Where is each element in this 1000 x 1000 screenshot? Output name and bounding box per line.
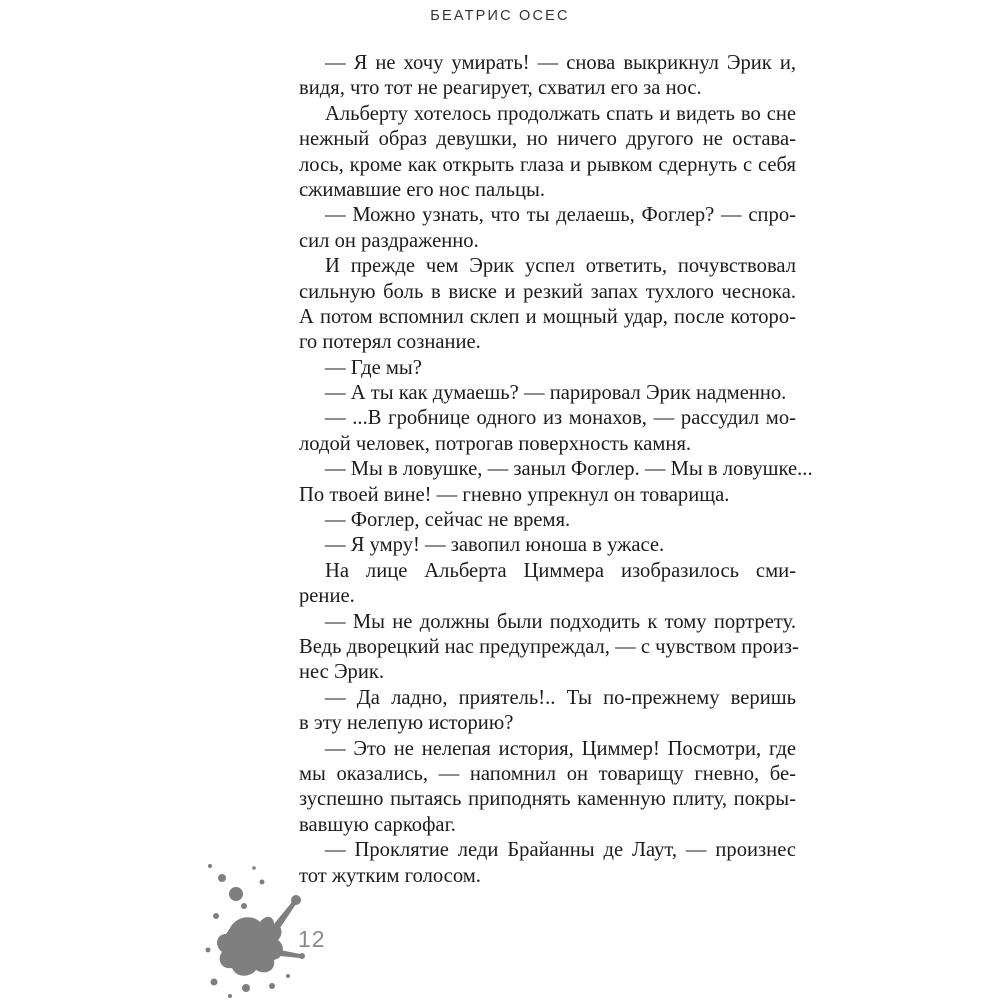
text-line: — Да ладно, приятель!.. Ты по-прежнему веришь bbox=[325, 686, 796, 709]
text-line: — Я умру! — завопил юноша в ужасе. bbox=[325, 534, 665, 557]
text-line: — Фоглер, сейчас не время. bbox=[325, 509, 571, 532]
text-line: лодой человек, потрогав поверхность камня. bbox=[299, 432, 692, 455]
text-line: сильную боль в виске и резкий запах тухлого чеснока. bbox=[299, 280, 796, 303]
text-line: По твоей вине! — гневно упрекнул он товарища. bbox=[299, 483, 730, 506]
text-line: нес Эрик. bbox=[299, 661, 385, 684]
text-line: сжимавшие его нос пальцы. bbox=[299, 178, 545, 201]
text-line: зуспешно пытаясь приподнять каменную плиту, покры- bbox=[299, 788, 796, 811]
text-line: в эту нелепую историю? bbox=[299, 712, 514, 735]
text-line: — А ты как думаешь? — парировал Эрик надменно. bbox=[325, 382, 787, 405]
body-text bbox=[299, 51, 813, 889]
ink-splat-icon bbox=[200, 858, 310, 1000]
text-line: видя, что тот не реагирует, схватил его за нос. bbox=[299, 77, 702, 100]
page-number: 12 bbox=[298, 926, 326, 952]
text-line: И прежде чем Эрик успел ответить, почувствовал bbox=[325, 255, 796, 278]
text-line: сил он раздраженно. bbox=[299, 229, 479, 252]
text-line: — Где мы? bbox=[325, 356, 422, 379]
text-line: — ...В гробнице одного из монахов, — рассудил мо- bbox=[325, 407, 796, 430]
running-head: БЕАТРИС ОСЕС bbox=[430, 8, 570, 24]
text-line: Альберту хотелось продолжать спать и видеть во сне bbox=[325, 102, 796, 125]
text-line: нежный образ девушки, но ничего другого не остава- bbox=[299, 128, 796, 151]
text-line: Ведь дворецкий нас предупреждал, — с чувством произ- bbox=[299, 635, 799, 658]
text-line: — Мы не должны были подходить к тому портрету. bbox=[325, 610, 796, 633]
text-line: лось, кроме как открыть глаза и рывком сдернуть с себя bbox=[299, 153, 796, 176]
text-line: — Проклятие леди Брайанны де Лаут, — произнес bbox=[325, 839, 796, 862]
text-line: тот жутким голосом. bbox=[299, 864, 481, 887]
text-line: — Мы в ловушке, — заныл Фоглер. — Мы в ловушке... bbox=[325, 458, 813, 481]
text-line: — Это не нелепая история, Циммер! Посмотри, где bbox=[325, 737, 796, 760]
text-line: рение. bbox=[299, 585, 355, 608]
text-line: вавшую саркофаг. bbox=[299, 813, 456, 836]
text-line: мы оказались, — напомнил он товарищу гневно, бе- bbox=[299, 762, 796, 785]
text-line: — Можно узнать, что ты делаешь, Фоглер? — спро- bbox=[325, 204, 796, 227]
text-line: На лице Альберта Циммера изобразилось сми- bbox=[325, 559, 796, 582]
text-line: А потом вспомнил склеп и мощный удар, после которо- bbox=[299, 305, 796, 328]
text-line: — Я не хочу умирать! — снова выкрикнул Эрик и, bbox=[325, 52, 796, 74]
text-line: го потерял сознание. bbox=[299, 331, 481, 354]
